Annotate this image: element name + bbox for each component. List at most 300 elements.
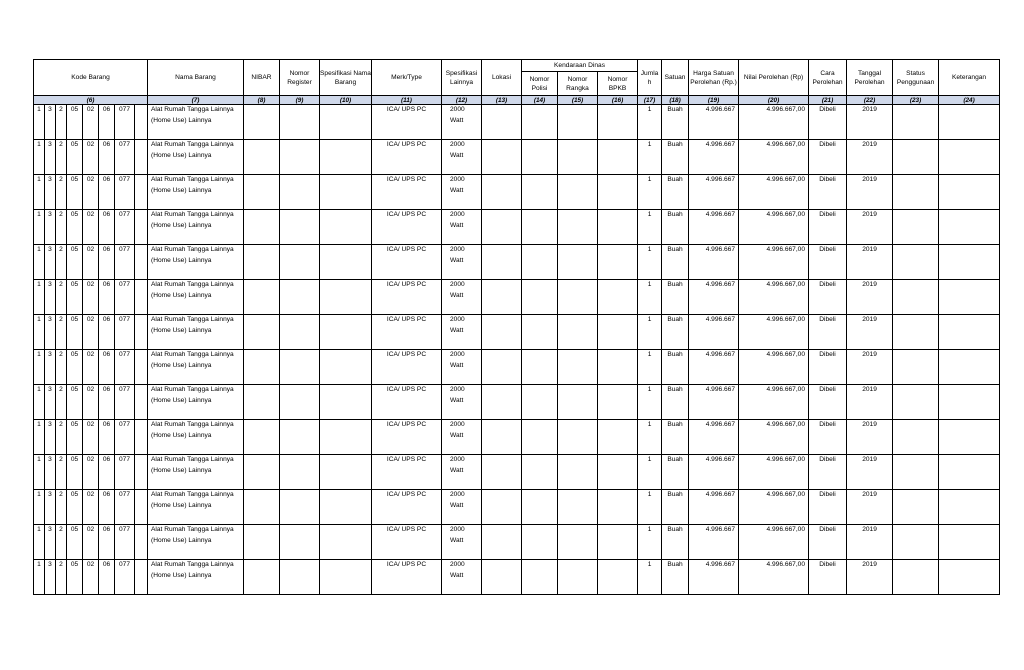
status-penggunaan-cell [893,455,939,490]
kode-segment-cell: 3 [45,490,56,525]
kode-segment-cell: 1 [34,420,45,455]
merk-type-cell: ICA/ UPS PC [372,210,442,245]
kode-segment-cell: 05 [67,315,83,350]
satuan-cell: Buah [662,210,689,245]
kode-segment-cell: 05 [67,525,83,560]
kode-segment-cell: 06 [99,385,115,420]
spesifikasi-nama-barang-cell [320,455,372,490]
harga-satuan-cell: 4.996.667 [689,210,739,245]
nomor-polisi-cell [522,490,558,525]
nomor-polisi-cell [522,245,558,280]
tanggal-perolehan-cell: 2019 [847,455,893,490]
kode-segment-cell: 077 [115,245,135,280]
kode-spacer-cell [135,210,148,245]
nomor-rangka-cell [558,525,598,560]
kode-segment-cell: 06 [99,560,115,595]
nilai-perolehan-cell: 4.996.667,00 [739,455,809,490]
jumlah-cell: 1 [638,140,662,175]
harga-satuan-cell: 4.996.667 [689,140,739,175]
nomor-rangka-cell [558,210,598,245]
nomor-bpkb-cell [598,455,638,490]
cara-perolehan-cell: Dibeli [809,350,847,385]
nomor-rangka-cell [558,385,598,420]
nomor-register-cell [280,140,320,175]
nomor-bpkb-cell [598,105,638,140]
nama-barang-cell: Alat Rumah Tangga Lainnya (Home Use) Lainnya [148,350,244,385]
jumlah-cell: 1 [638,210,662,245]
table-row [34,385,1000,420]
cara-perolehan-cell: Dibeli [809,245,847,280]
spesifikasi-lainnya-cell: 2000 Watt [442,385,482,420]
status-penggunaan-cell [893,140,939,175]
nomor-register-cell [280,420,320,455]
nilai-perolehan-cell: 4.996.667,00 [739,490,809,525]
kode-segment-cell: 05 [67,350,83,385]
header-merk-type: Merk/Type [372,60,442,96]
satuan-cell: Buah [662,245,689,280]
table-row [34,490,1000,525]
kode-segment-cell: 02 [83,105,99,140]
cara-perolehan-cell: Dibeli [809,490,847,525]
column-number-row [34,96,1000,105]
kode-segment-cell: 3 [45,280,56,315]
keterangan-cell [939,560,1000,595]
kode-spacer-cell [135,385,148,420]
status-penggunaan-cell [893,350,939,385]
tanggal-perolehan-cell: 2019 [847,525,893,560]
nomor-polisi-cell [522,525,558,560]
nomor-rangka-cell [558,280,598,315]
kode-segment-cell: 1 [34,525,45,560]
merk-type-cell: ICA/ UPS PC [372,245,442,280]
spesifikasi-nama-barang-cell [320,210,372,245]
kode-spacer-cell [135,455,148,490]
kode-segment-cell: 3 [45,525,56,560]
kode-segment-cell: 05 [67,490,83,525]
status-penggunaan-cell [893,560,939,595]
merk-type-cell: ICA/ UPS PC [372,455,442,490]
kode-spacer-cell [135,490,148,525]
kode-segment-cell: 2 [56,175,67,210]
satuan-cell: Buah [662,175,689,210]
nilai-perolehan-cell: 4.996.667,00 [739,245,809,280]
spesifikasi-nama-barang-cell [320,490,372,525]
nomor-rangka-cell [558,245,598,280]
jumlah-cell: 1 [638,315,662,350]
satuan-cell: Buah [662,385,689,420]
column-number: (7) [148,96,244,105]
kode-segment-cell: 06 [99,280,115,315]
status-penggunaan-cell [893,245,939,280]
nomor-register-cell [280,105,320,140]
table-row [34,560,1000,595]
kode-segment-cell: 077 [115,455,135,490]
nomor-rangka-cell [558,350,598,385]
kode-segment-cell: 2 [56,560,67,595]
nomor-polisi-cell [522,105,558,140]
kode-segment-cell: 077 [115,350,135,385]
lokasi-cell [482,105,522,140]
kode-segment-cell: 02 [83,385,99,420]
lokasi-cell [482,280,522,315]
merk-type-cell: ICA/ UPS PC [372,105,442,140]
table-row [34,105,1000,140]
kode-segment-cell: 02 [83,490,99,525]
lokasi-cell [482,490,522,525]
kode-segment-cell: 1 [34,210,45,245]
spesifikasi-lainnya-cell: 2000 Watt [442,420,482,455]
kode-segment-cell: 1 [34,105,45,140]
tanggal-perolehan-cell: 2019 [847,490,893,525]
lokasi-cell [482,245,522,280]
nibar-cell [244,455,280,490]
jumlah-cell: 1 [638,385,662,420]
column-number: (24) [939,96,1000,105]
kode-segment-cell: 077 [115,490,135,525]
kode-spacer-cell [135,560,148,595]
kode-segment-cell: 3 [45,420,56,455]
table-row [34,455,1000,490]
nomor-register-cell [280,455,320,490]
kode-segment-cell: 02 [83,140,99,175]
table-row [34,280,1000,315]
keterangan-cell [939,420,1000,455]
nomor-bpkb-cell [598,490,638,525]
nibar-cell [244,560,280,595]
spesifikasi-nama-barang-cell [320,350,372,385]
kode-segment-cell: 3 [45,350,56,385]
jumlah-cell: 1 [638,105,662,140]
nomor-register-cell [280,315,320,350]
kode-spacer-cell [135,245,148,280]
kode-segment-cell: 2 [56,105,67,140]
nilai-perolehan-cell: 4.996.667,00 [739,420,809,455]
kode-segment-cell: 3 [45,105,56,140]
spesifikasi-nama-barang-cell [320,140,372,175]
tanggal-perolehan-cell: 2019 [847,420,893,455]
nomor-register-cell [280,210,320,245]
kode-segment-cell: 077 [115,315,135,350]
nibar-cell [244,175,280,210]
column-number: (6) [34,96,148,105]
nomor-bpkb-cell [598,420,638,455]
nama-barang-cell: Alat Rumah Tangga Lainnya (Home Use) Lainnya [148,175,244,210]
nilai-perolehan-cell: 4.996.667,00 [739,280,809,315]
kode-spacer-cell [135,105,148,140]
nama-barang-cell: Alat Rumah Tangga Lainnya (Home Use) Lainnya [148,525,244,560]
nama-barang-cell: Alat Rumah Tangga Lainnya (Home Use) Lainnya [148,280,244,315]
kode-segment-cell: 02 [83,560,99,595]
spesifikasi-nama-barang-cell [320,175,372,210]
header-keterangan: Keterangan [939,60,1000,96]
nama-barang-cell: Alat Rumah Tangga Lainnya (Home Use) Lainnya [148,385,244,420]
kode-segment-cell: 02 [83,350,99,385]
nibar-cell [244,350,280,385]
nibar-cell [244,140,280,175]
header-kode-barang: Kode Barang [34,60,148,96]
kode-segment-cell: 06 [99,245,115,280]
nomor-bpkb-cell [598,210,638,245]
nibar-cell [244,525,280,560]
keterangan-cell [939,105,1000,140]
satuan-cell: Buah [662,140,689,175]
status-penggunaan-cell [893,420,939,455]
column-number: (13) [482,96,522,105]
column-number: (15) [558,96,598,105]
table-row [34,245,1000,280]
satuan-cell: Buah [662,315,689,350]
kode-segment-cell: 077 [115,280,135,315]
nibar-cell [244,490,280,525]
nomor-bpkb-cell [598,350,638,385]
kode-segment-cell: 06 [99,140,115,175]
nomor-bpkb-cell [598,560,638,595]
kode-segment-cell: 3 [45,315,56,350]
column-number: (11) [372,96,442,105]
merk-type-cell: ICA/ UPS PC [372,350,442,385]
kode-segment-cell: 1 [34,350,45,385]
nomor-rangka-cell [558,105,598,140]
inventory-table [33,59,1000,595]
kode-spacer-cell [135,140,148,175]
nilai-perolehan-cell: 4.996.667,00 [739,210,809,245]
kode-segment-cell: 2 [56,525,67,560]
satuan-cell: Buah [662,280,689,315]
kode-segment-cell: 2 [56,455,67,490]
harga-satuan-cell: 4.996.667 [689,560,739,595]
satuan-cell: Buah [662,490,689,525]
cara-perolehan-cell: Dibeli [809,175,847,210]
harga-satuan-cell: 4.996.667 [689,525,739,560]
jumlah-cell: 1 [638,455,662,490]
nomor-register-cell [280,525,320,560]
satuan-cell: Buah [662,105,689,140]
header-nilai-perolehan: Nilai Perolehan (Rp) [739,60,809,96]
table-body [34,105,1000,595]
header-harga-satuan: Harga Satuan Perolehan (Rp.) [689,60,739,96]
kode-segment-cell: 05 [67,280,83,315]
harga-satuan-cell: 4.996.667 [689,490,739,525]
jumlah-cell: 1 [638,560,662,595]
nilai-perolehan-cell: 4.996.667,00 [739,525,809,560]
nomor-polisi-cell [522,210,558,245]
status-penggunaan-cell [893,175,939,210]
nomor-polisi-cell [522,420,558,455]
lokasi-cell [482,140,522,175]
kode-segment-cell: 02 [83,210,99,245]
spesifikasi-lainnya-cell: 2000 Watt [442,245,482,280]
kode-segment-cell: 06 [99,315,115,350]
kode-segment-cell: 06 [99,175,115,210]
merk-type-cell: ICA/ UPS PC [372,560,442,595]
kode-segment-cell: 1 [34,455,45,490]
header-spesifikasi-nama-barang: Spesifikasi Nama Barang [320,60,372,96]
kode-segment-cell: 3 [45,560,56,595]
harga-satuan-cell: 4.996.667 [689,420,739,455]
nomor-register-cell [280,350,320,385]
table-row [34,175,1000,210]
keterangan-cell [939,210,1000,245]
header-kendaraan-dinas: Kendaraan Dinas [522,60,638,72]
column-number: (14) [522,96,558,105]
kode-segment-cell: 02 [83,175,99,210]
spesifikasi-nama-barang-cell [320,105,372,140]
nomor-register-cell [280,175,320,210]
nomor-bpkb-cell [598,280,638,315]
keterangan-cell [939,525,1000,560]
lokasi-cell [482,210,522,245]
nomor-bpkb-cell [598,385,638,420]
status-penggunaan-cell [893,280,939,315]
kode-segment-cell: 02 [83,455,99,490]
spesifikasi-lainnya-cell: 2000 Watt [442,210,482,245]
kode-segment-cell: 05 [67,455,83,490]
jumlah-cell: 1 [638,490,662,525]
nilai-perolehan-cell: 4.996.667,00 [739,175,809,210]
merk-type-cell: ICA/ UPS PC [372,140,442,175]
nomor-bpkb-cell [598,245,638,280]
lokasi-cell [482,560,522,595]
jumlah-cell: 1 [638,245,662,280]
kode-segment-cell: 3 [45,455,56,490]
keterangan-cell [939,140,1000,175]
merk-type-cell: ICA/ UPS PC [372,175,442,210]
header-jumlah: Jumla h [638,60,662,96]
nibar-cell [244,315,280,350]
column-number: (17) [638,96,662,105]
spesifikasi-nama-barang-cell [320,420,372,455]
spesifikasi-lainnya-cell: 2000 Watt [442,525,482,560]
table-row [34,350,1000,385]
spesifikasi-nama-barang-cell [320,525,372,560]
kode-segment-cell: 06 [99,350,115,385]
kode-segment-cell: 2 [56,420,67,455]
column-number: (12) [442,96,482,105]
header-lokasi: Lokasi [482,60,522,96]
nama-barang-cell: Alat Rumah Tangga Lainnya (Home Use) Lainnya [148,105,244,140]
kode-segment-cell: 077 [115,560,135,595]
tanggal-perolehan-cell: 2019 [847,350,893,385]
table-row [34,420,1000,455]
nomor-bpkb-cell [598,525,638,560]
lokasi-cell [482,350,522,385]
nama-barang-cell: Alat Rumah Tangga Lainnya (Home Use) Lainnya [148,140,244,175]
kode-segment-cell: 02 [83,525,99,560]
spesifikasi-lainnya-cell: 2000 Watt [442,455,482,490]
cara-perolehan-cell: Dibeli [809,280,847,315]
kode-segment-cell: 05 [67,245,83,280]
tanggal-perolehan-cell: 2019 [847,315,893,350]
kode-segment-cell: 06 [99,420,115,455]
cara-perolehan-cell: Dibeli [809,455,847,490]
kode-segment-cell: 2 [56,350,67,385]
kode-segment-cell: 05 [67,175,83,210]
nilai-perolehan-cell: 4.996.667,00 [739,105,809,140]
nibar-cell [244,420,280,455]
spesifikasi-nama-barang-cell [320,560,372,595]
nomor-polisi-cell [522,315,558,350]
kode-segment-cell: 2 [56,315,67,350]
nilai-perolehan-cell: 4.996.667,00 [739,140,809,175]
harga-satuan-cell: 4.996.667 [689,280,739,315]
status-penggunaan-cell [893,105,939,140]
lokasi-cell [482,420,522,455]
nomor-polisi-cell [522,280,558,315]
nibar-cell [244,245,280,280]
harga-satuan-cell: 4.996.667 [689,105,739,140]
harga-satuan-cell: 4.996.667 [689,455,739,490]
lokasi-cell [482,455,522,490]
kode-segment-cell: 3 [45,140,56,175]
nilai-perolehan-cell: 4.996.667,00 [739,315,809,350]
keterangan-cell [939,245,1000,280]
nomor-rangka-cell [558,420,598,455]
kode-segment-cell: 1 [34,490,45,525]
kode-segment-cell: 3 [45,210,56,245]
nilai-perolehan-cell: 4.996.667,00 [739,385,809,420]
merk-type-cell: ICA/ UPS PC [372,525,442,560]
nomor-rangka-cell [558,140,598,175]
nama-barang-cell: Alat Rumah Tangga Lainnya (Home Use) Lainnya [148,210,244,245]
cara-perolehan-cell: Dibeli [809,420,847,455]
spesifikasi-lainnya-cell: 2000 Watt [442,280,482,315]
nama-barang-cell: Alat Rumah Tangga Lainnya (Home Use) Lainnya [148,560,244,595]
keterangan-cell [939,175,1000,210]
jumlah-cell: 1 [638,280,662,315]
jumlah-cell: 1 [638,525,662,560]
kode-segment-cell: 3 [45,175,56,210]
kode-segment-cell: 06 [99,525,115,560]
kode-segment-cell: 1 [34,175,45,210]
cara-perolehan-cell: Dibeli [809,315,847,350]
column-number: (20) [739,96,809,105]
harga-satuan-cell: 4.996.667 [689,315,739,350]
header-nomor-bpkb: Nomor BPKB [598,72,638,96]
kode-segment-cell: 2 [56,385,67,420]
kode-segment-cell: 06 [99,455,115,490]
nomor-rangka-cell [558,455,598,490]
kode-segment-cell: 05 [67,105,83,140]
header-tanggal-perolehan: Tanggal Perolehan [847,60,893,96]
kode-segment-cell: 2 [56,490,67,525]
nomor-bpkb-cell [598,140,638,175]
kode-segment-cell: 1 [34,245,45,280]
status-penggunaan-cell [893,490,939,525]
kode-segment-cell: 077 [115,210,135,245]
satuan-cell: Buah [662,350,689,385]
kode-segment-cell: 1 [34,560,45,595]
kode-segment-cell: 02 [83,245,99,280]
nilai-perolehan-cell: 4.996.667,00 [739,350,809,385]
merk-type-cell: ICA/ UPS PC [372,315,442,350]
table-header [34,60,1000,105]
kode-segment-cell: 2 [56,210,67,245]
nomor-register-cell [280,385,320,420]
kode-segment-cell: 05 [67,420,83,455]
keterangan-cell [939,350,1000,385]
cara-perolehan-cell: Dibeli [809,525,847,560]
header-spesifikasi-lainnya: Spesifikasi Lainnya [442,60,482,96]
kode-segment-cell: 1 [34,280,45,315]
harga-satuan-cell: 4.996.667 [689,385,739,420]
spesifikasi-lainnya-cell: 2000 Watt [442,490,482,525]
kode-segment-cell: 06 [99,210,115,245]
tanggal-perolehan-cell: 2019 [847,210,893,245]
merk-type-cell: ICA/ UPS PC [372,280,442,315]
column-number: (9) [280,96,320,105]
kode-segment-cell: 3 [45,245,56,280]
kode-segment-cell: 1 [34,385,45,420]
